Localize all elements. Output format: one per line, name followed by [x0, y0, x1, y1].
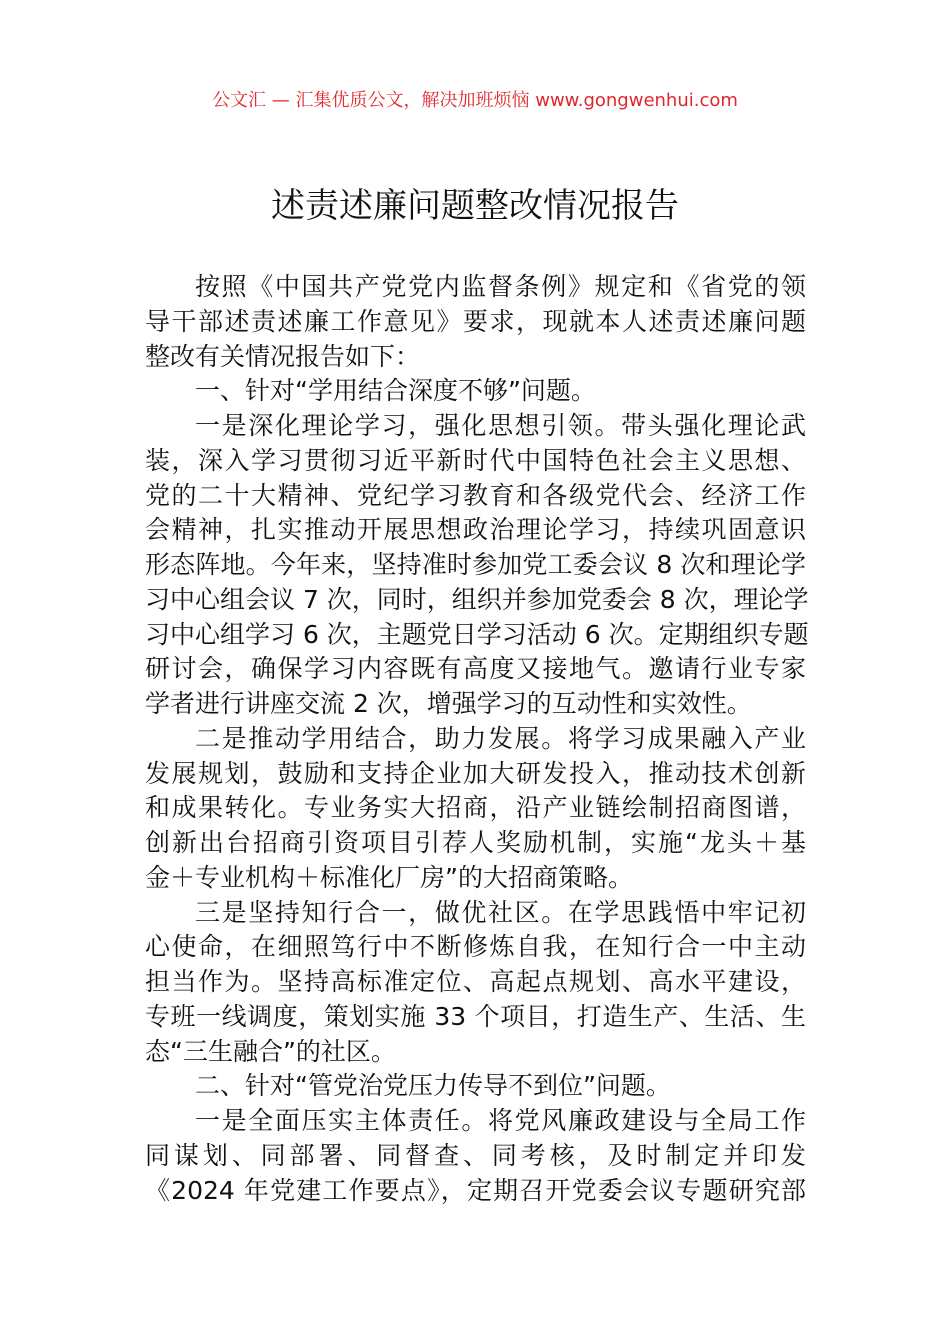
text-line: 专班一线调度，策划实施 33 个项目，打造生产、生活、生 [145, 1001, 806, 1031]
document-body [145, 270, 809, 1208]
text-line: 学者进行讲座交流 2 次，增强学习的互动性和实效性。 [145, 689, 752, 718]
watermark-header: 公文汇 — 汇集优质公文，解决加班烦恼 www.gongwenhui.com [212, 90, 738, 111]
paragraph [145, 374, 806, 409]
text-line: 发展规划，鼓励和支持企业加大研发投入，推动技术创新 [145, 758, 806, 788]
text-line: 创新出台招商引资项目引荐人奖励机制，实施“龙头＋基 [145, 828, 806, 857]
text-line: 态“三生融合”的社区。 [145, 1036, 396, 1066]
text-line: 会精神，扎实推动开展思想政治理论学习，持续巩固意识 [145, 515, 806, 545]
text-line: 一、针对“学用结合深度不够”问题。 [195, 376, 596, 406]
text-line: 装，深入学习贯彻习近平新时代中国特色社会主义思想、 [145, 445, 806, 475]
text-line: 导干部述责述廉工作意见》要求，现就本人述责述廉问题 [145, 306, 806, 336]
paragraph [145, 722, 806, 896]
text-line: 同谋划、同部署、同督查、同考核，及时制定并印发 [145, 1140, 806, 1170]
text-line: 和成果转化。专业务实大招商，沿产业链绘制招商图谱， [145, 793, 806, 823]
text-line: 整改有关情况报告如下： [145, 341, 421, 371]
text-line: 党的二十大精神、党纪学习教育和各级党代会、经济工作 [145, 480, 806, 510]
text-line: 心使命，在细照笃行中不断修炼自我，在知行合一中主动 [145, 932, 806, 962]
text-line: 二、针对“管党治党压力传导不到位”问题。 [195, 1071, 671, 1101]
paragraph [145, 270, 806, 374]
paragraph [145, 409, 809, 722]
text-line: 形态阵地。今年来，坚持准时参加党工委会议 8 次和理论学 [145, 550, 806, 579]
document-title: 述责述廉问题整改情况报告 [271, 186, 679, 226]
text-line: 按照《中国共产党党内监督条例》规定和《省党的领 [195, 272, 806, 301]
text-line: 研讨会，确保学习内容既有高度又接地气。邀请行业专家 [145, 654, 806, 684]
text-line: 金＋专业机构＋标准化厂房”的大招商策略。 [145, 862, 633, 892]
paragraph [145, 1069, 806, 1104]
text-line: 一是全面压实主体责任。将党风廉政建设与全局工作 [195, 1106, 806, 1135]
paragraph [145, 896, 806, 1070]
text-line: 习中心组学习 6 次，主题党日学习活动 6 次。定期组织专题 [145, 619, 809, 649]
text-line: 一是深化理论学习，强化思想引领。带头强化理论武 [195, 411, 806, 440]
text-line: 《2024 年党建工作要点》，定期召开党委会议专题研究部 [145, 1175, 806, 1205]
text-line: 担当作为。坚持高标准定位、高起点规划、高水平建设， [145, 967, 806, 996]
text-line: 二是推动学用结合，助力发展。将学习成果融入产业 [195, 723, 806, 753]
text-line: 习中心组会议 7 次，同时，组织并参加党委会 8 次，理论学 [145, 584, 809, 614]
text-line: 三是坚持知行合一，做优社区。在学思践悟中牢记初 [195, 897, 806, 927]
paragraph [145, 1104, 806, 1208]
